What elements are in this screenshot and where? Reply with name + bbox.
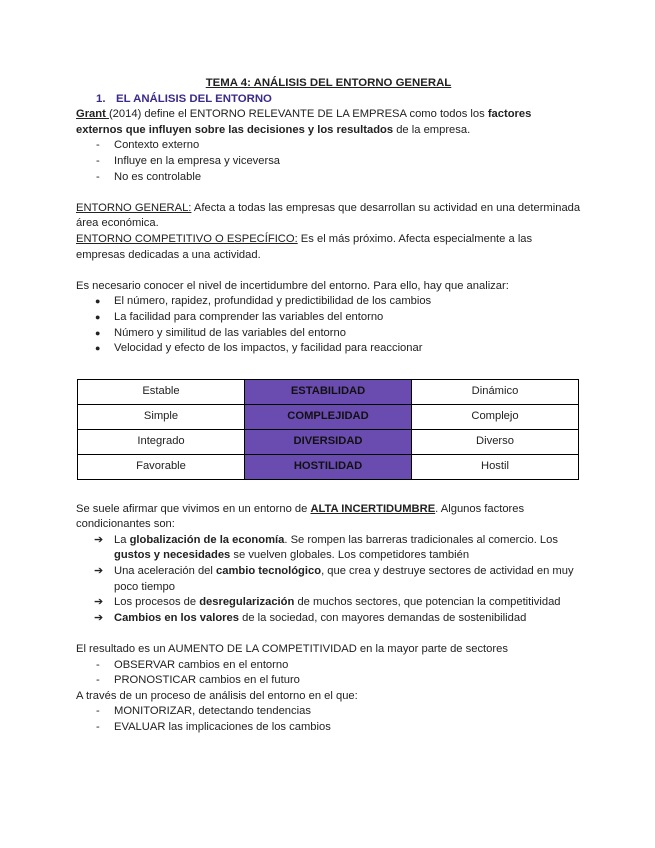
process-list — [76, 704, 581, 735]
list-item: - No es controlable — [76, 170, 581, 186]
table-cell-right: Hostil — [412, 454, 579, 479]
process-paragraph: A través de un proceso de análisis del entorno en el que: — [76, 689, 358, 702]
high-uncertainty-term: ALTA INCERTIDUMBRE — [310, 502, 436, 515]
table-row — [78, 429, 579, 454]
result-paragraph: El resultado es un AUMENTO DE LA COMPETITIVIDAD en la mayor parte de sectores — [76, 643, 508, 656]
uncertainty-intro: Es necesario conocer el nivel de incertidumbre del entorno. Para ello, hay que analizar: — [76, 279, 509, 292]
env-general-paragraph: ENTORNO GENERAL: Afecta a todas las empresas que desarrollan su actividad en una determinada área económica. — [76, 201, 581, 230]
table-cell-dimension: ESTABILIDAD — [245, 379, 412, 404]
high-uncertainty-paragraph: Se suele afirmar que vivimos en un entorno de ALTA INCERTIDUMBRE. Algunos factores condicionantes son: — [76, 502, 525, 531]
table-row — [78, 454, 579, 479]
document-content — [76, 76, 581, 736]
table-cell-dimension: DIVERSIDAD — [245, 429, 412, 454]
table-row — [78, 404, 579, 429]
table-cell-dimension: HOSTILIDAD — [245, 454, 412, 479]
list-item: ➔ Cambios en los valores de la sociedad, con mayores demandas de sostenibilidad — [76, 611, 581, 627]
list-item: - OBSERVAR cambios en el entorno — [76, 658, 581, 674]
factors-list — [76, 533, 581, 627]
table-cell-left: Favorable — [78, 454, 245, 479]
list-item: - MONITORIZAR, detectando tendencias — [76, 704, 581, 720]
table-cell-right: Diverso — [412, 429, 579, 454]
table-cell-right: Dinámico — [412, 379, 579, 404]
env-competitive-label: ENTORNO COMPETITIVO O ESPECÍFICO: — [76, 232, 298, 245]
list-item: ● La facilidad para comprender las variables del entorno — [76, 310, 581, 326]
list-item: ● Velocidad y efecto de los impactos, y facilidad para reaccionar — [76, 341, 581, 357]
page-title: TEMA 4: ANÁLISIS DEL ENTORNO GENERAL — [205, 77, 452, 89]
table-cell-left: Integrado — [78, 429, 245, 454]
list-item: - PRONOSTICAR cambios en el futuro — [76, 673, 581, 689]
table-cell-right: Complejo — [412, 404, 579, 429]
list-item: ➔ La globalización de la economía. Se rompen las barreras tradicionales al comercio. Los gustos y necesidades se vuelven globales. Los competidores también — [76, 533, 581, 564]
list-item: - EVALUAR las implicaciones de los cambios — [76, 720, 581, 736]
section-number: 1. — [96, 92, 106, 105]
table-cell-left: Estable — [78, 379, 245, 404]
environment-table — [77, 379, 579, 480]
section-heading — [96, 92, 581, 108]
list-item: ● Número y similitud de las variables del entorno — [76, 326, 581, 342]
table-cell-dimension: COMPLEJIDAD — [245, 404, 412, 429]
intro-list — [76, 138, 581, 185]
list-item: ● El número, rapidez, profundidad y predictibilidad de los cambios — [76, 294, 581, 310]
table-row — [78, 379, 579, 404]
section-label: EL ANÁLISIS DEL ENTORNO — [116, 92, 272, 105]
uncertainty-list — [76, 294, 581, 356]
table-cell-left: Simple — [78, 404, 245, 429]
author-name: Grant — [76, 108, 109, 121]
intro-paragraph: Grant (2014) define el ENTORNO RELEVANTE DE LA EMPRESA como todos los factores externos que influyen sobre las decisiones y los resultados de la empresa. — [76, 108, 532, 136]
list-item: - Influye en la empresa y viceversa — [76, 154, 581, 170]
list-item: ➔ Una aceleración del cambio tecnológico, que crea y destruye sectores de actividad en muy poco tiempo — [76, 564, 581, 595]
list-item: ➔ Los procesos de desregularización de muchos sectores, que potencian la competitividad — [76, 595, 581, 611]
list-item: - Contexto externo — [76, 138, 581, 154]
result-list — [76, 658, 581, 689]
env-general-label: ENTORNO GENERAL: — [76, 201, 192, 214]
env-competitive-paragraph: ENTORNO COMPETITIVO O ESPECÍFICO: Es el más próximo. Afecta especialmente a las empresas dedicadas a una actividad. — [76, 232, 533, 261]
